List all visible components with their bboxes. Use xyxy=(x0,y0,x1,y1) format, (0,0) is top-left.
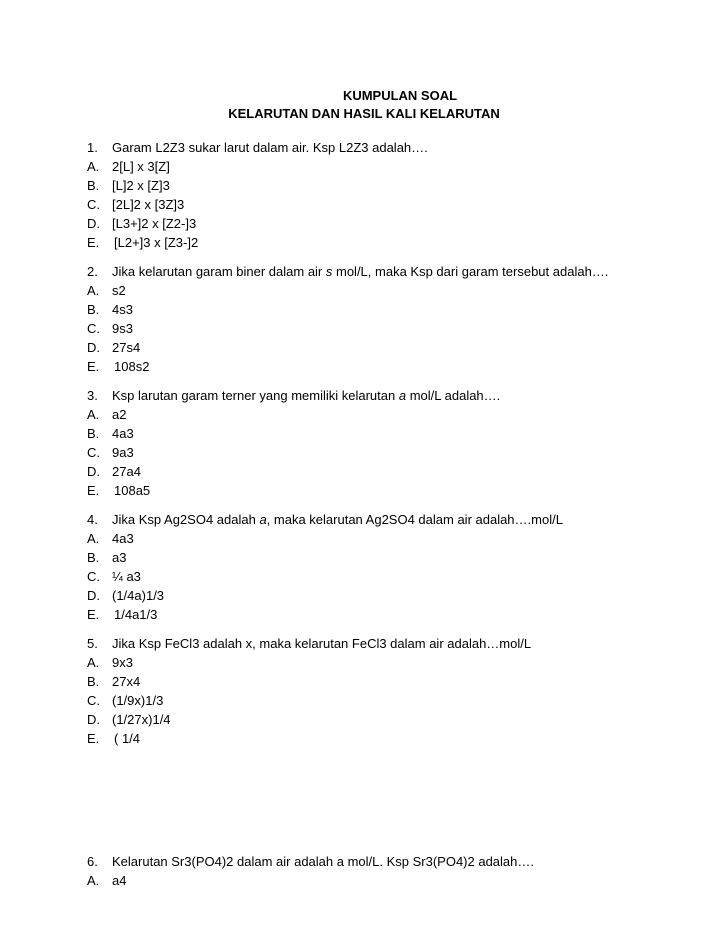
option-text: s2 xyxy=(112,283,126,298)
document-title: KUMPULAN SOAL xyxy=(342,88,458,103)
option-label: E. xyxy=(87,607,100,622)
option-text: [2L]2 x [3Z]3 xyxy=(112,197,185,212)
option-text: ¼ a3 xyxy=(112,569,141,584)
question-number: 3. xyxy=(87,388,98,403)
option-text: a3 xyxy=(112,550,127,565)
option-text: (1/4a)1/3 xyxy=(112,588,165,603)
question-text: Jika Ksp Ag2SO4 adalah a, maka kelarutan Ag2SO4 dalam air adalah….mol/L xyxy=(112,512,563,527)
option-text: 108a5 xyxy=(114,483,151,498)
option-text: 2[L] x 3[Z] xyxy=(112,159,170,174)
question-text: Garam L2Z3 sukar larut dalam air. Ksp L2Z3 adalah…. xyxy=(112,140,428,155)
option-label: C. xyxy=(87,197,100,212)
option-label: E. xyxy=(87,359,100,374)
option-text: 1/4a1/3 xyxy=(114,607,158,622)
option-text: 9x3 xyxy=(112,655,133,670)
option-label: C. xyxy=(87,321,100,336)
option-text: [L3+]2 x [Z2-]3 xyxy=(112,216,197,231)
option-label: B. xyxy=(87,302,100,317)
option-text: 27x4 xyxy=(112,674,141,689)
option-text: [L]2 x [Z]3 xyxy=(112,178,170,193)
option-label: D. xyxy=(87,340,100,355)
option-label: A. xyxy=(87,531,100,546)
option-label: B. xyxy=(87,178,100,193)
question-number: 6. xyxy=(87,854,98,869)
question-number: 4. xyxy=(87,512,98,527)
option-text: 9s3 xyxy=(112,321,133,336)
option-label: A. xyxy=(87,873,100,888)
question-number: 1. xyxy=(87,140,98,155)
option-text: 27a4 xyxy=(112,464,141,479)
option-label: E. xyxy=(87,731,100,746)
option-text: 108s2 xyxy=(114,359,150,374)
option-label: D. xyxy=(87,588,100,603)
question-number: 2. xyxy=(87,264,98,279)
option-label: C. xyxy=(87,569,100,584)
question-number: 5. xyxy=(87,636,98,651)
option-text: 4s3 xyxy=(112,302,133,317)
option-label: B. xyxy=(87,550,100,565)
option-label: D. xyxy=(87,712,100,727)
option-label: E. xyxy=(87,483,100,498)
option-label: C. xyxy=(87,693,100,708)
option-label: A. xyxy=(87,407,100,422)
option-text: ( 1/4 xyxy=(114,731,141,746)
option-text: [L2+]3 x [Z3-]2 xyxy=(114,235,199,250)
option-label: D. xyxy=(87,216,100,231)
question-text: Jika Ksp FeCl3 adalah x, maka kelarutan FeCl3 dalam air adalah…mol/L xyxy=(112,636,532,651)
option-label: A. xyxy=(87,159,100,174)
option-text: 4a3 xyxy=(112,531,134,546)
option-label: B. xyxy=(87,426,100,441)
question-text: Kelarutan Sr3(PO4)2 dalam air adalah a mol/L. Ksp Sr3(PO4)2 adalah…. xyxy=(112,854,534,869)
option-label: A. xyxy=(87,655,100,670)
question-text: Jika kelarutan garam biner dalam air s mol/L, maka Ksp dari garam tersebut adalah…. xyxy=(112,264,609,279)
option-label: E. xyxy=(87,235,100,250)
option-text: (1/27x)1/4 xyxy=(112,712,171,727)
option-label: D. xyxy=(87,464,100,479)
option-text: (1/9x)1/3 xyxy=(112,693,164,708)
option-label: B. xyxy=(87,674,100,689)
question-text: Ksp larutan garam terner yang memiliki kelarutan a mol/L adalah…. xyxy=(112,388,501,403)
option-label: A. xyxy=(87,283,100,298)
option-label: C. xyxy=(87,445,100,460)
option-text: 27s4 xyxy=(112,340,141,355)
document-subtitle: KELARUTAN DAN HASIL KALI KELARUTAN xyxy=(228,106,500,121)
option-text: a4 xyxy=(112,873,127,888)
option-text: 4a3 xyxy=(112,426,134,441)
option-text: 9a3 xyxy=(112,445,134,460)
option-text: a2 xyxy=(112,407,127,422)
